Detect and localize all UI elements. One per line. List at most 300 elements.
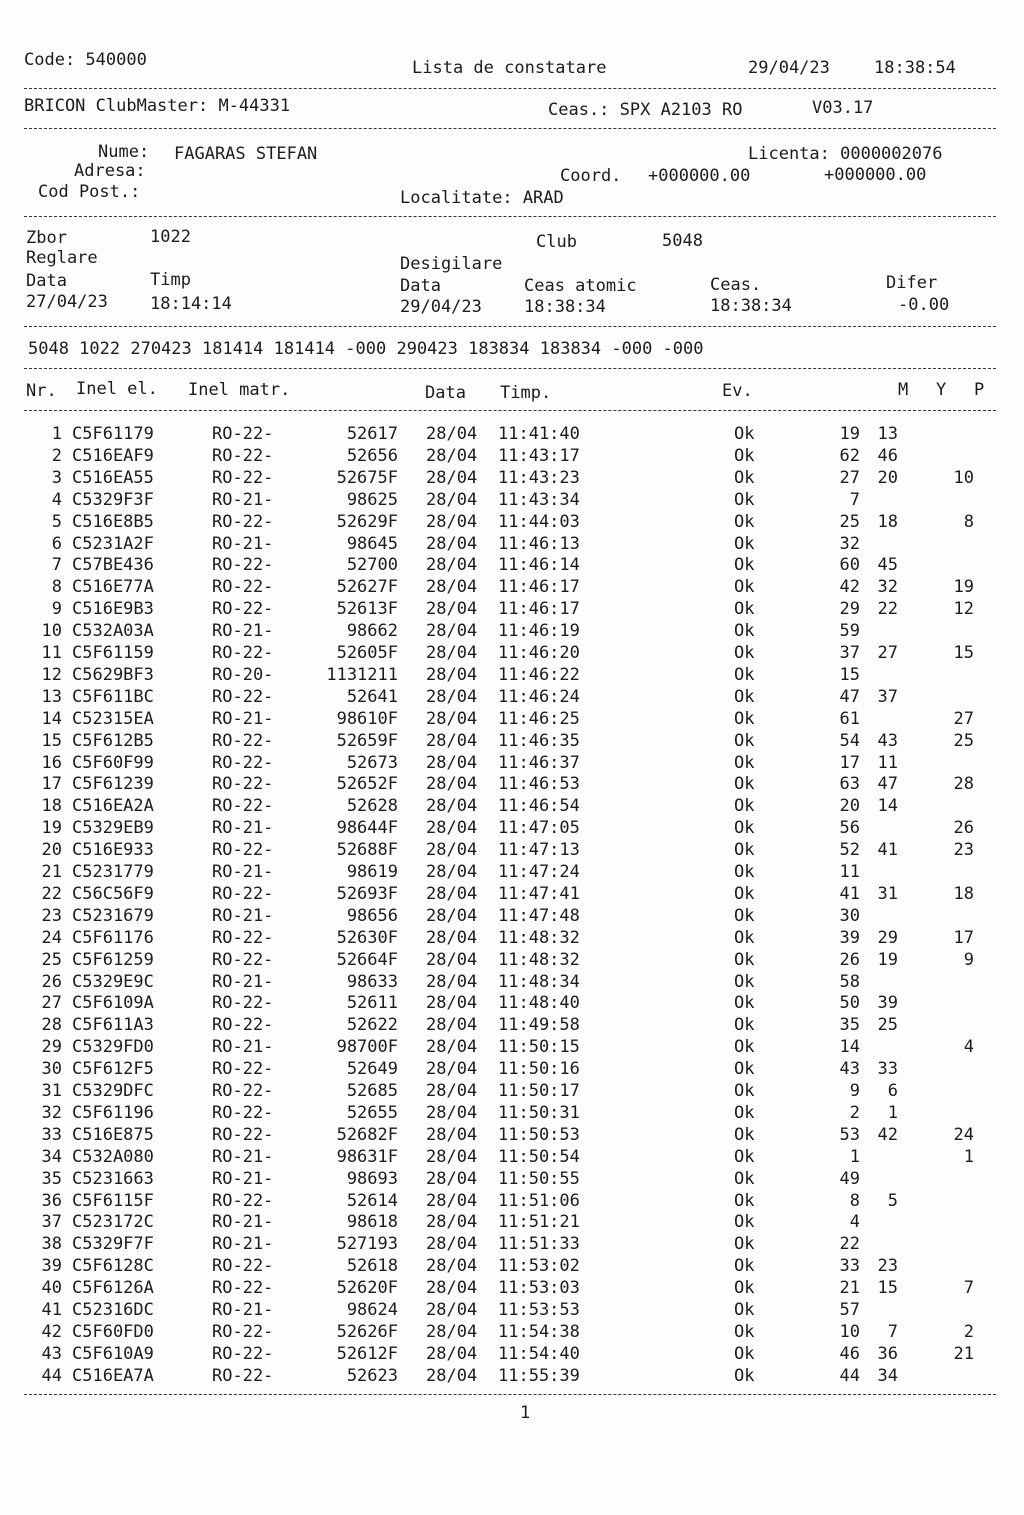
arrival-date: 28/04 bbox=[426, 730, 478, 751]
nume-label: Nume: bbox=[98, 142, 150, 162]
difer-label: Difer bbox=[886, 273, 938, 293]
separator bbox=[24, 1394, 996, 1395]
value-m: 20 bbox=[839, 796, 860, 817]
row-number: 13 bbox=[41, 686, 62, 707]
event-status: Ok bbox=[734, 1212, 755, 1233]
row-number: 38 bbox=[41, 1234, 62, 1255]
arrival-time: 11:43:34 bbox=[498, 489, 580, 510]
value-m: 47 bbox=[839, 686, 860, 707]
arrival-date: 28/04 bbox=[426, 1146, 478, 1167]
table-row bbox=[0, 884, 1024, 906]
arrival-time: 11:51:06 bbox=[498, 1190, 580, 1211]
value-m: 21 bbox=[839, 1278, 860, 1299]
table-row bbox=[0, 446, 1024, 468]
ring-number: 1131211 bbox=[326, 664, 398, 685]
row-number: 40 bbox=[41, 1278, 62, 1299]
ring-series: RO-22- bbox=[212, 643, 274, 663]
arrival-time: 11:53:53 bbox=[498, 1300, 580, 1320]
arrival-date: 28/04 bbox=[426, 533, 478, 554]
ring-series: RO-21- bbox=[212, 862, 274, 882]
value-m: 33 bbox=[839, 1256, 860, 1277]
arrival-date: 28/04 bbox=[426, 971, 478, 992]
arrival-date: 28/04 bbox=[426, 1168, 478, 1189]
ring-series: RO-22- bbox=[212, 730, 274, 751]
ring-number: 52688F bbox=[336, 840, 398, 861]
arrival-date: 28/04 bbox=[426, 927, 478, 948]
ring-series: RO-21- bbox=[212, 533, 274, 554]
row-number: 4 bbox=[51, 489, 62, 510]
ring-number: 98645 bbox=[346, 533, 398, 554]
row-number: 2 bbox=[51, 445, 62, 466]
value-p: 23 bbox=[953, 840, 974, 861]
ring-number: 52613F bbox=[336, 599, 398, 620]
localitate: Localitate: ARAD bbox=[400, 188, 564, 208]
row-number: 18 bbox=[41, 796, 62, 817]
event-status: Ok bbox=[734, 1343, 755, 1364]
arrival-time: 11:53:02 bbox=[498, 1256, 580, 1277]
col-nr: Nr. bbox=[26, 381, 57, 401]
row-number: 24 bbox=[41, 927, 62, 948]
arrival-date: 28/04 bbox=[426, 1212, 478, 1233]
arrival-date: 28/04 bbox=[426, 445, 478, 466]
value-y: 27 bbox=[877, 643, 898, 663]
value-m: 2 bbox=[849, 1102, 860, 1123]
value-y: 23 bbox=[877, 1256, 898, 1277]
value-m: 25 bbox=[839, 511, 860, 532]
ring-number: 52675F bbox=[336, 467, 398, 488]
arrival-time: 11:46:53 bbox=[498, 774, 580, 795]
electronic-ring: C5F61179 bbox=[72, 424, 154, 444]
electronic-ring: C5329FD0 bbox=[72, 1037, 154, 1058]
value-m: 7 bbox=[849, 489, 860, 510]
electronic-ring: C5231663 bbox=[72, 1168, 154, 1189]
separator bbox=[24, 410, 996, 411]
table-row bbox=[0, 1059, 1024, 1081]
electronic-ring: C5F61259 bbox=[72, 949, 154, 970]
electronic-ring: C5F61239 bbox=[72, 774, 154, 795]
value-m: 46 bbox=[839, 1343, 860, 1364]
row-number: 39 bbox=[41, 1256, 62, 1277]
row-number: 6 bbox=[51, 533, 62, 554]
ring-series: RO-22- bbox=[212, 511, 274, 532]
row-number: 10 bbox=[41, 621, 62, 642]
value-m: 15 bbox=[839, 664, 860, 685]
value-p: 18 bbox=[953, 883, 974, 904]
table-row bbox=[0, 818, 1024, 840]
value-y: 18 bbox=[877, 511, 898, 532]
table-row bbox=[0, 1103, 1024, 1125]
arrival-time: 11:46:19 bbox=[498, 621, 580, 642]
table-row bbox=[0, 555, 1024, 577]
ring-number: 52685 bbox=[346, 1081, 398, 1101]
ring-number: 52664F bbox=[336, 949, 398, 970]
event-status: Ok bbox=[734, 949, 755, 970]
ring-series: RO-20- bbox=[212, 664, 274, 685]
arrival-date: 28/04 bbox=[426, 1343, 478, 1364]
value-y: 31 bbox=[877, 883, 898, 904]
col-m: M bbox=[898, 380, 909, 400]
row-number: 30 bbox=[41, 1059, 62, 1080]
ring-number: 52693F bbox=[336, 883, 398, 904]
ring-series: RO-22- bbox=[212, 577, 274, 598]
electronic-ring: C516EA7A bbox=[72, 1365, 154, 1386]
value-p: 4 bbox=[963, 1037, 974, 1058]
arrival-time: 11:43:17 bbox=[498, 445, 580, 466]
ceas-atomic-label: Ceas atomic bbox=[524, 276, 637, 296]
ring-series: RO-21- bbox=[212, 1168, 274, 1189]
ring-series: RO-21- bbox=[212, 621, 274, 642]
table-row bbox=[0, 1366, 1024, 1388]
row-number: 23 bbox=[41, 905, 62, 926]
electronic-ring: C5329F3F bbox=[72, 489, 154, 510]
ring-series: RO-22- bbox=[212, 445, 274, 466]
table-row bbox=[0, 534, 1024, 556]
table-row bbox=[0, 1300, 1024, 1322]
value-m: 27 bbox=[839, 467, 860, 488]
table-row bbox=[0, 1147, 1024, 1169]
value-y: 25 bbox=[877, 1015, 898, 1036]
value-p: 2 bbox=[963, 1321, 974, 1342]
electronic-ring: C5329E9C bbox=[72, 971, 154, 992]
arrival-time: 11:46:35 bbox=[498, 730, 580, 751]
col-p: P bbox=[974, 380, 985, 400]
electronic-ring: C516E933 bbox=[72, 840, 154, 861]
electronic-ring: C5F611A3 bbox=[72, 1015, 154, 1036]
arrival-time: 11:49:58 bbox=[498, 1015, 580, 1036]
electronic-ring: C516EA55 bbox=[72, 467, 154, 488]
arrival-time: 11:50:53 bbox=[498, 1124, 580, 1145]
reglare-timp: 18:14:14 bbox=[150, 294, 232, 314]
value-m: 63 bbox=[839, 774, 860, 795]
arrival-date: 28/04 bbox=[426, 905, 478, 926]
arrival-time: 11:51:33 bbox=[498, 1234, 580, 1255]
arrival-time: 11:46:13 bbox=[498, 533, 580, 554]
ring-series: RO-22- bbox=[212, 752, 274, 773]
value-p: 8 bbox=[963, 511, 974, 532]
ring-number: 52682F bbox=[336, 1124, 398, 1145]
electronic-ring: C5F612B5 bbox=[72, 730, 154, 751]
arrival-time: 11:50:15 bbox=[498, 1037, 580, 1058]
arrival-time: 11:46:17 bbox=[498, 577, 580, 598]
value-y: 14 bbox=[877, 796, 898, 817]
ring-number: 52612F bbox=[336, 1343, 398, 1364]
col-y: Y bbox=[936, 380, 947, 400]
electronic-ring: C5F610A9 bbox=[72, 1343, 154, 1364]
electronic-ring: C5F611BC bbox=[72, 686, 154, 707]
ring-series: RO-22- bbox=[212, 1059, 274, 1080]
arrival-time: 11:46:17 bbox=[498, 599, 580, 620]
table-row bbox=[0, 687, 1024, 709]
table-row bbox=[0, 577, 1024, 599]
value-p: 1 bbox=[963, 1146, 974, 1167]
arrival-time: 11:50:55 bbox=[498, 1168, 580, 1189]
table-row bbox=[0, 1037, 1024, 1059]
value-y: 1 bbox=[887, 1102, 898, 1123]
ring-number: 98656 bbox=[346, 905, 398, 926]
value-p: 25 bbox=[953, 730, 974, 751]
value-m: 14 bbox=[839, 1037, 860, 1058]
row-number: 27 bbox=[41, 993, 62, 1014]
event-status: Ok bbox=[734, 1321, 755, 1342]
arrival-time: 11:47:05 bbox=[498, 818, 580, 839]
electronic-ring: C52316DC bbox=[72, 1300, 154, 1320]
event-status: Ok bbox=[734, 577, 755, 598]
value-m: 9 bbox=[849, 1081, 860, 1101]
ring-number: 527193 bbox=[336, 1234, 398, 1255]
value-m: 44 bbox=[839, 1365, 860, 1386]
value-y: 20 bbox=[877, 467, 898, 488]
arrival-date: 28/04 bbox=[426, 424, 478, 444]
event-status: Ok bbox=[734, 774, 755, 795]
ring-number: 52652F bbox=[336, 774, 398, 795]
summary-line: 5048 1022 270423 181414 181414 -000 290423 183834 183834 -000 -000 bbox=[28, 339, 704, 359]
event-status: Ok bbox=[734, 1234, 755, 1255]
value-m: 53 bbox=[839, 1124, 860, 1145]
arrival-date: 28/04 bbox=[426, 555, 478, 576]
print-date: 29/04/23 bbox=[748, 58, 830, 78]
value-y: 22 bbox=[877, 599, 898, 620]
ring-number: 52700 bbox=[346, 555, 398, 576]
ring-number: 98618 bbox=[346, 1212, 398, 1233]
ring-number: 98662 bbox=[346, 621, 398, 642]
col-inel-matr: Inel matr. bbox=[188, 380, 291, 400]
reglare-timp-label: Timp bbox=[150, 270, 191, 290]
ring-number: 98644F bbox=[336, 818, 398, 839]
arrival-time: 11:50:54 bbox=[498, 1146, 580, 1167]
electronic-ring: C5329EB9 bbox=[72, 818, 154, 839]
arrival-time: 11:47:24 bbox=[498, 862, 580, 882]
row-number: 37 bbox=[41, 1212, 62, 1233]
table-row bbox=[0, 972, 1024, 994]
electronic-ring: C5F60FD0 bbox=[72, 1321, 154, 1342]
value-y: 47 bbox=[877, 774, 898, 795]
arrival-date: 28/04 bbox=[426, 467, 478, 488]
event-status: Ok bbox=[734, 664, 755, 685]
value-m: 29 bbox=[839, 599, 860, 620]
row-number: 32 bbox=[41, 1102, 62, 1123]
value-y: 46 bbox=[877, 445, 898, 466]
event-status: Ok bbox=[734, 1081, 755, 1101]
value-m: 52 bbox=[839, 840, 860, 861]
ring-number: 52641 bbox=[346, 686, 398, 707]
table-row bbox=[0, 1081, 1024, 1103]
value-p: 28 bbox=[953, 774, 974, 795]
event-status: Ok bbox=[734, 752, 755, 773]
row-number: 15 bbox=[41, 730, 62, 751]
row-number: 35 bbox=[41, 1168, 62, 1189]
electronic-ring: C5329DFC bbox=[72, 1081, 154, 1101]
ring-series: RO-21- bbox=[212, 1300, 274, 1320]
ring-number: 52623 bbox=[346, 1365, 398, 1386]
electronic-ring: C5F6128C bbox=[72, 1256, 154, 1277]
ring-series: RO-22- bbox=[212, 927, 274, 948]
value-p: 9 bbox=[963, 949, 974, 970]
table-row bbox=[0, 928, 1024, 950]
ring-number: 52649 bbox=[346, 1059, 398, 1080]
value-y: 19 bbox=[877, 949, 898, 970]
row-number: 19 bbox=[41, 818, 62, 839]
electronic-ring: C516E8B5 bbox=[72, 511, 154, 532]
event-status: Ok bbox=[734, 511, 755, 532]
value-m: 61 bbox=[839, 708, 860, 729]
event-status: Ok bbox=[734, 643, 755, 663]
reglare-data: 27/04/23 bbox=[26, 292, 108, 312]
event-status: Ok bbox=[734, 1168, 755, 1189]
coord-label: Coord. bbox=[560, 166, 622, 186]
arrival-time: 11:47:41 bbox=[498, 883, 580, 904]
value-m: 42 bbox=[839, 577, 860, 598]
electronic-ring: C5F61159 bbox=[72, 643, 154, 663]
row-number: 11 bbox=[41, 643, 62, 663]
row-number: 41 bbox=[41, 1300, 62, 1320]
ring-series: RO-22- bbox=[212, 993, 274, 1014]
arrival-time: 11:48:40 bbox=[498, 993, 580, 1014]
table-row bbox=[0, 753, 1024, 775]
row-number: 3 bbox=[51, 467, 62, 488]
table-row bbox=[0, 424, 1024, 446]
table-row bbox=[0, 906, 1024, 928]
arrival-date: 28/04 bbox=[426, 1278, 478, 1299]
event-status: Ok bbox=[734, 862, 755, 882]
ring-series: RO-21- bbox=[212, 1212, 274, 1233]
arrival-date: 28/04 bbox=[426, 993, 478, 1014]
row-number: 44 bbox=[41, 1365, 62, 1386]
code-label: Code: 540000 bbox=[24, 50, 147, 70]
value-m: 54 bbox=[839, 730, 860, 751]
ring-series: RO-22- bbox=[212, 796, 274, 817]
electronic-ring: C523172C bbox=[72, 1212, 154, 1233]
value-y: 39 bbox=[877, 993, 898, 1014]
table-row bbox=[0, 1212, 1024, 1234]
ring-number: 52605F bbox=[336, 643, 398, 663]
arrival-time: 11:54:38 bbox=[498, 1321, 580, 1342]
event-status: Ok bbox=[734, 1059, 755, 1080]
ring-number: 52617 bbox=[346, 424, 398, 444]
arrival-time: 11:50:16 bbox=[498, 1059, 580, 1080]
ring-series: RO-21- bbox=[212, 818, 274, 839]
arrival-date: 28/04 bbox=[426, 1059, 478, 1080]
event-status: Ok bbox=[734, 905, 755, 926]
value-y: 7 bbox=[887, 1321, 898, 1342]
table-row bbox=[0, 950, 1024, 972]
table-row bbox=[0, 1234, 1024, 1256]
ring-series: RO-21- bbox=[212, 1037, 274, 1058]
ring-series: RO-21- bbox=[212, 708, 274, 729]
value-m: 26 bbox=[839, 949, 860, 970]
event-status: Ok bbox=[734, 1278, 755, 1299]
value-y: 15 bbox=[877, 1278, 898, 1299]
value-p: 7 bbox=[963, 1278, 974, 1299]
col-timp: Timp. bbox=[500, 383, 552, 403]
event-status: Ok bbox=[734, 1190, 755, 1211]
row-number: 31 bbox=[41, 1081, 62, 1101]
arrival-date: 28/04 bbox=[426, 752, 478, 773]
ring-series: RO-22- bbox=[212, 883, 274, 904]
row-number: 42 bbox=[41, 1321, 62, 1342]
ring-series: RO-22- bbox=[212, 1365, 274, 1386]
row-number: 7 bbox=[51, 555, 62, 576]
value-p: 15 bbox=[953, 643, 974, 663]
row-number: 43 bbox=[41, 1343, 62, 1364]
row-number: 17 bbox=[41, 774, 62, 795]
ring-number: 98700F bbox=[336, 1037, 398, 1058]
electronic-ring: C5329F7F bbox=[72, 1234, 154, 1255]
arrival-time: 11:46:22 bbox=[498, 664, 580, 685]
value-p: 17 bbox=[953, 927, 974, 948]
coord-lat: +000000.00 bbox=[648, 166, 751, 186]
value-p: 26 bbox=[953, 818, 974, 839]
value-y: 37 bbox=[877, 686, 898, 707]
event-status: Ok bbox=[734, 621, 755, 642]
table-row bbox=[0, 643, 1024, 665]
ring-series: RO-22- bbox=[212, 467, 274, 488]
arrival-date: 28/04 bbox=[426, 599, 478, 620]
electronic-ring: C532A03A bbox=[72, 621, 154, 642]
row-number: 5 bbox=[51, 511, 62, 532]
electronic-ring: C57BE436 bbox=[72, 555, 154, 576]
desigilare-label: Desigilare bbox=[400, 254, 503, 274]
arrival-date: 28/04 bbox=[426, 796, 478, 817]
value-m: 43 bbox=[839, 1059, 860, 1080]
value-y: 13 bbox=[877, 424, 898, 444]
ring-series: RO-21- bbox=[212, 1146, 274, 1167]
row-number: 34 bbox=[41, 1146, 62, 1167]
ring-number: 52655 bbox=[346, 1102, 398, 1123]
arrival-time: 11:41:40 bbox=[498, 424, 580, 444]
row-number: 25 bbox=[41, 949, 62, 970]
electronic-ring: C5F6115F bbox=[72, 1190, 154, 1211]
license-number: Licenta: 0000002076 bbox=[748, 144, 943, 164]
event-status: Ok bbox=[734, 1256, 755, 1277]
value-m: 62 bbox=[839, 445, 860, 466]
value-y: 33 bbox=[877, 1059, 898, 1080]
arrival-time: 11:48:32 bbox=[498, 927, 580, 948]
electronic-ring: C52315EA bbox=[72, 708, 154, 729]
arrival-date: 28/04 bbox=[426, 1300, 478, 1320]
arrival-date: 28/04 bbox=[426, 1234, 478, 1255]
ring-series: RO-22- bbox=[212, 1124, 274, 1145]
arrival-time: 11:46:54 bbox=[498, 796, 580, 817]
ring-series: RO-22- bbox=[212, 1321, 274, 1342]
value-p: 27 bbox=[953, 708, 974, 729]
event-status: Ok bbox=[734, 1300, 755, 1320]
event-status: Ok bbox=[734, 1037, 755, 1058]
reglare-label: Reglare bbox=[26, 248, 98, 268]
print-time: 18:38:54 bbox=[874, 58, 956, 78]
value-y: 34 bbox=[877, 1365, 898, 1386]
ring-number: 98625 bbox=[346, 489, 398, 510]
ring-series: RO-21- bbox=[212, 1234, 274, 1255]
coord-lon: +000000.00 bbox=[824, 165, 927, 185]
table-row bbox=[0, 1125, 1024, 1147]
ring-number: 52614 bbox=[346, 1190, 398, 1211]
table-row bbox=[0, 1169, 1024, 1191]
ring-series: RO-22- bbox=[212, 1015, 274, 1036]
desigilare-data: 29/04/23 bbox=[400, 297, 482, 317]
cod-post-label: Cod Post.: bbox=[38, 182, 141, 202]
arrival-date: 28/04 bbox=[426, 489, 478, 510]
separator bbox=[24, 326, 996, 327]
separator bbox=[24, 88, 996, 89]
value-y: 6 bbox=[887, 1081, 898, 1101]
row-number: 16 bbox=[41, 752, 62, 773]
col-ev: Ev. bbox=[722, 381, 753, 401]
value-m: 17 bbox=[839, 752, 860, 773]
arrival-date: 28/04 bbox=[426, 1190, 478, 1211]
adresa-label: Adresa: bbox=[74, 161, 146, 181]
arrival-time: 11:48:34 bbox=[498, 971, 580, 992]
arrival-date: 28/04 bbox=[426, 1015, 478, 1036]
